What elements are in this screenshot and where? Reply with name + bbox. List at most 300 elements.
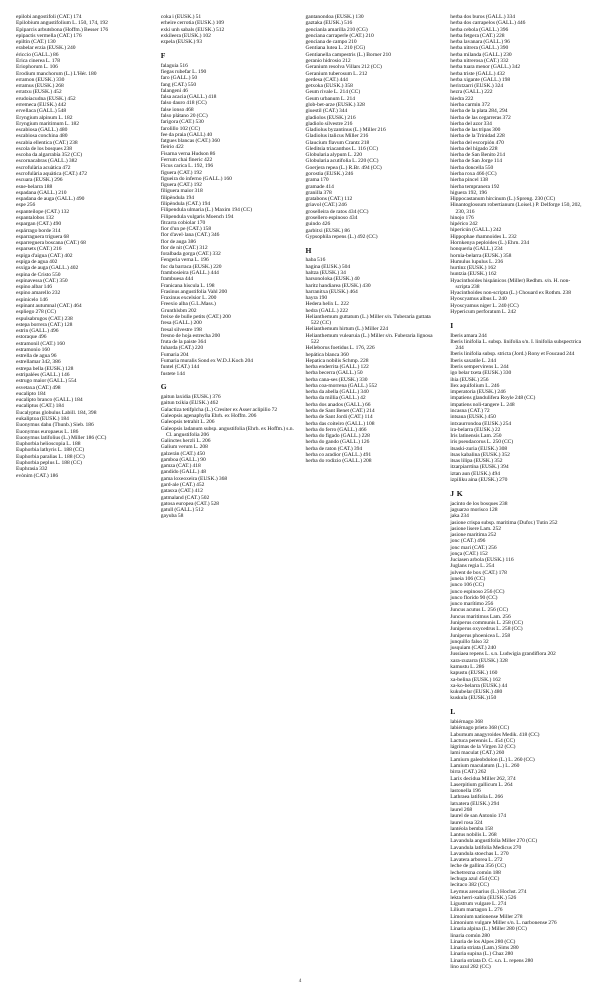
index-entry: ériccio (GALL.) 86 [16,51,59,58]
index-entry: herba do gando (GALL.) 126 [305,439,370,446]
index-entry: herba xigante (GALL.) 198 [450,76,511,83]
index-entry: hezra (GALL.) 222 [450,89,493,96]
index-entry: Ligustrum vulgare L. 274 [450,901,507,908]
index-entry: Gladiolus italicus Miller 216 [305,133,369,140]
index-entry: escornacabras (GALL.) 382 [16,158,78,165]
index-entry: herba dos anados (GALL.) 66 [305,401,371,408]
index-entry: Euonymus latifolius (L.) Miller 186 (CC) [16,434,107,441]
index-entry: Euphrasia 332 [16,466,48,473]
index-entry: funtel (CAT.) 144 [160,364,200,371]
index-entry: herba cebola (GALL.) 396 [450,26,509,33]
index-entry: honqueria (GALL.) 234 [450,246,503,253]
index-entry: gladiolo silvestre 216 [305,120,353,127]
index-entry: Laburnum anagyroides Medik. 418 (CC) [450,731,540,738]
index-entry: fresno de hoja estrecha 200 [160,332,221,339]
index-entry: hierba de las tripas 300 [450,127,501,134]
index-entry: estepa borrera (CAT.) 128 [16,321,73,328]
index-entry: escrofulària aquàtica (CAT.) 472 [16,171,88,178]
index-entry: Euphorbia peplus L. 188 (CC) [16,459,82,466]
index-entry: lastonella 196 [450,788,481,795]
index-entry: Epiparcis arbutsbona (Hoffm.) Besser 176 [16,26,109,33]
index-entry: gama loxeoxeira (EUSK.) 368 [160,475,228,482]
index-entry: Euphorbia paralias L. 188 (CC) [16,453,85,460]
index-entry: juneia 106 (CC) [450,576,486,583]
index-entry: erudoiacudna (EUSK.) 452 [16,95,76,102]
index-entry: Euonymus europaeus L. 186 [16,428,79,435]
index-entry: jonc mari (CAT.) 256 [450,544,497,551]
index-entry: Glaucium flavum Crantz 218 [305,139,370,146]
index-entry: hierba de San Jorge 114 [450,158,502,165]
index-entry: filiguera maior 318 [160,188,203,195]
index-entry: frambosieira (GALL.) 444 [160,270,219,277]
index-entry: fuharda (CAT.) 220 [160,345,204,352]
entry-block [161,63,295,377]
index-entry: falso plátano 20 (CC) [160,113,208,119]
index-entry: false ionso 468 [160,106,194,113]
index-entry: galzerán (CAT.) 450 [160,450,205,457]
index-entry: Hedera helix L. 222 [305,301,349,308]
index-column-4 [450,14,584,970]
index-entry: junco espinoso 256 (CC) [450,588,505,595]
index-entry: Linaria supina (L.) Chaz 280 [450,951,514,958]
index-entry: gaztaka (EUSK.) 516 [305,20,353,27]
index-entry: escuara (EUSK.) 296 [16,177,63,184]
index-entry: junco florido 90 (CC) [450,594,498,601]
index-entry: Juciasen arbola (EUSK.) 116 [450,557,514,564]
index-entry: estoraque 496 [16,334,47,341]
index-entry: Galinctes herzli L. 206 [160,438,211,445]
index-entry: espargan (CAT.) 490 [16,221,62,228]
index-entry: gatmaland (CAT.) 502 [160,494,210,501]
page-folio: 4 [298,978,302,984]
index-entry: Ferrum chai fineric 422 [160,156,213,163]
index-entry: Fengeria verna L. 196 [160,257,209,264]
index-entry: escabia ellentica (CAT.) 238 [16,139,78,146]
index-entry: hierba de la Trinidad 228 [450,133,505,140]
index-entry: estrepa bella (EUSK.) 128 [16,365,74,372]
index-entry: herba becerra (GALL.) 50 [305,370,363,377]
index-entry: gaitun laxidia (EUSK.) 376 [160,394,221,401]
index-entry: Lantus nobilis L. 268 [450,832,497,839]
index-entry: laurel 268 [450,806,473,813]
index-entry: Eriophorum L. 106 [16,64,58,71]
index-entry: herba cana-ses (EUSK.) 330 [305,376,368,383]
index-entry: exki unh sabals (EUSK.) 512 [160,26,225,33]
index-entry: Iberis amara 244 [450,332,487,339]
index-entry: Helleborus foetidus L. 176, 226 [305,345,375,352]
index-entry: Fraxinus excelsior L. 200 [160,295,217,302]
index-entry: estramonio 160 [16,346,50,353]
index-entry: granilla 378 [305,189,332,196]
index-entry: genciana de campo 210 [305,39,357,46]
index-entry: Juniperus oxycedrus L. 258 (CC) [450,626,523,633]
index-entry: hinojo 176 [450,214,474,221]
index-entry: Galactiza tetifplcha (L.) Cresiter ex Asser aclipilio 72 [160,406,278,413]
index-entry: haba 516 [305,257,326,264]
index-entry: hierba del hígado 228 [450,145,498,152]
letter-heading-l: L [450,707,456,717]
index-entry: lami maculat (CAT.) 260 [450,750,505,757]
index-entry: huntzia (EUSK.) 162 [450,271,497,278]
index-entry: geranio hidrosio 212 [305,57,351,64]
entry-block [16,14,150,479]
index-entry: hiedra 222 [450,95,474,102]
index-entry: eukaliptoa (EUSK.) 184 [16,416,69,422]
index-entry: iztan aun (EUSK.) 494 [450,470,501,477]
index-entry: garbitxi (EUSK.) 86 [305,227,350,234]
index-entry: herba triste (GALL.) 432 [450,70,505,77]
index-column-3 [306,14,440,962]
index-entry: herba lavanara (GALL.) 96 [450,39,510,46]
index-entry: espárrago borde 314 [16,227,61,234]
index-entry: junquillo falso 32 [450,638,489,645]
index-entry: flor de nit (CAT.) 312 [160,244,208,251]
index-entry: Globularia acutifolia L. 220 (CC) [305,158,379,165]
index-entry: eucalipto branco (GALL.) 184 [16,397,83,404]
letter-heading-f: F [160,50,166,60]
index-entry: espliego 278 (CC) [16,309,56,316]
index-entry: Freexio alba (G.L.Mass.) [160,301,216,308]
index-entry: fustete 144 [160,370,185,377]
index-entry: ervellaca (GALL.) 548 [16,108,67,115]
index-entry: junco marítimo 256 [450,601,494,608]
index-entry: erremeca (EUSK.) 442 [16,101,67,108]
index-entry: hierba del azor 334 [450,120,492,127]
index-entry: hierba del escorpión 470 [450,139,504,146]
index-entry: falaguia 516 [160,62,188,69]
index-entry: gard-ale (CAT.) 452 [160,482,205,488]
index-entry: filipèndula (CAT.) 194 [160,200,211,207]
index-entry: filipèndula 194 [160,194,194,201]
index-entry: falsa acacia (GALL.) 418 [160,94,217,101]
index-entry: Juncus maritimus Lam. 256 [450,613,511,620]
index-entry: Humulus lupulus L. 236 [450,258,504,265]
index-entry: genciana carraperle (CAT.) 210 [305,32,374,39]
entry-block [450,333,584,484]
index-entry: gantanondoa (EUSK.) 130 [305,14,364,20]
index-entry: espantalobos 132 [16,215,54,221]
index-entry: erheire cerrotia (EUSK.) 109 [160,20,224,27]
index-entry: herba nitrerosa (CAT.) 332 [450,57,509,64]
index-entry: foc da barraca (EUSK.) 220 [160,263,222,270]
index-entry: herba das coiteiro (GALL.) 108 [305,420,375,427]
index-entry: kuskula (EUSK.)150 [450,695,497,702]
index-entry: erramus (EUSK.) 268 [16,83,64,90]
index-entry: Jussiaea repens L. s.n. Ludwigia grandiflora 202 [450,651,556,658]
index-entry: hierba de la plata 284, 294 [450,108,508,115]
index-entry: Linaria alpina (L.) Miller 280 (CC) [450,926,527,933]
index-entry: fresal silvestre 198 [160,326,202,333]
index-entry: linaria común 280 [450,932,490,939]
index-entry: fruta de la paiste 364 [160,339,207,346]
index-entry: estrugo maior (GALL.) 554 [16,378,77,385]
index-entry: laurel de san Antonio 174 [450,813,506,820]
index-entry: harranitxa (EUSK.) 464 [305,288,358,295]
index-entry: herba de raton (CAT.) 394 [305,445,363,452]
index-entry: xa-ko-belarra (EUSK.) 44 [450,682,508,689]
index-entry: Hyoscyamus albus L. 240 [450,296,507,303]
index-entry: izpiliku aina (EUSK.) 270 [450,477,508,484]
index-entry: escabiosa (GALL.) 480 [16,127,68,134]
index-entry: Iberis sempervirens L. 244 [450,363,509,370]
index-entry: Helianthemum guttatum (L.) Miller s/n. Tuberaria guttata 522 (CC) [305,314,431,327]
index-entry: jacinto de los bosques 238 [450,500,508,507]
index-entry: Gypsophila repens (L.) 492 (CC) [305,233,378,240]
index-entry: gaitun txikia (EUSK.) 462 [160,400,219,407]
index-entry: kamustu L. 286 [450,663,485,670]
index-columns [16,14,584,970]
index-entry: figuera (CAT.) 192 [160,169,202,176]
index-entry: gratabons (CAT.) 112 [305,196,353,203]
index-entry: Frasinus angustifolia Vahl 200 [160,288,228,295]
index-entry: giuestil (CAT.) 344 [305,108,348,115]
index-entry: escrofulària acuàtica 472 [16,164,71,171]
index-entry: Hinantoglossum robertianum (Loisel.) P. Delforge 150, 202, 230, 316 [450,202,582,215]
index-entry: escabiosa conchina 480 [16,133,68,140]
index-entry: jonc (CAT.) 496 [450,538,486,545]
index-entry: griavol (CAT.) 246 [305,202,347,209]
index-entry: Goerjera repea (L.) R.Br. 494 (CC) [305,164,382,171]
index-entry: freixe de bulle petits (CAT.) 200 [160,314,231,320]
index-entry: lino azul 282 (CC) [450,963,491,970]
index-entry: Lactuca perennis L. 454 (CC) [450,737,515,744]
index-entry: guindo 426 [305,221,331,228]
index-entry: Hyacinthoides hispánicos (Miller) Redhm. s/n. H. non-scripta 238 [450,277,571,290]
index-entry: estrellamar 342, 386 [16,359,61,366]
index-entry: hierba doncella 550 [450,164,494,171]
index-entry: herba coa-morrena (GALL.) 552 [305,382,378,389]
index-entry: Epilobium angustifolium L. 150, 174, 192 [16,20,108,27]
index-entry: hayra 190 [305,295,328,302]
index-entry: Ilex aquifolium L. 246 [450,382,500,389]
index-entry: exkileera (EUSK.) 102 [160,32,211,39]
index-entry: higuera 192, 196 [450,189,487,196]
index-entry: epipactis vermella (CAT.) 176 [16,32,82,39]
index-entry: gatull (GALL.) 512 [160,507,204,514]
index-entry: xara-zuzarra (EUSK.) 328 [450,657,508,664]
index-entry: espino albar 146 [16,284,52,291]
index-entry: gerdesa (CAT.) 444 [305,76,348,83]
index-entry: kukubelar (EUSK.) 480 [450,689,503,696]
index-entry: herba tuara menor (GALL.) 342 [450,64,521,71]
index-entry: Grunthlsbm 202 [160,307,197,314]
index-entry: Erica cinerea L. 178 [16,57,60,64]
index-entry: Filipendula ulmaria (L.) Maxim 194 (CC) [160,207,253,214]
index-entry: farigora (CAT.) 530 [160,119,204,126]
index-entry: birra (CAT.) 262 [450,769,487,776]
index-entry: Franicana hiscula L. 198 [160,282,215,289]
index-entry: espinicelo 146 [16,296,48,303]
index-entry: fatgues blancas (CAT.) 360 [160,138,220,145]
index-entry: Hyoscyamus niger L. 240 (CC) [450,302,519,309]
index-entry: Limonium nationense Miller 278 [450,913,523,920]
letter-heading-jk: J K [450,488,464,498]
index-entry: xa-belina (EUSK.) 162 [450,676,501,683]
index-entry: esparraguera triguera 68 [16,233,70,240]
index-entry: Hepatica nobilis Schmp. 228 [305,357,369,364]
index-entry: herba da millia (GALL.) 42 [305,395,366,402]
index-entry: fieirio 422 [160,144,184,151]
index-entry: espadana (GALL.) 210 [16,189,67,196]
index-entry: hierba de las cegarreras 372 [450,114,511,121]
index-entry: Hippocastanum hircinum (L.) Spreng. 230 (CC) [450,196,556,203]
index-entry: Euphorbia helioscopia L. 188 [16,441,81,448]
index-entry: esparsets (CAT.) 216 [16,246,62,253]
index-entry: harsonoloka (EUSK.) 40 [305,276,360,283]
index-entry: erramon (EUSK.) 330 [16,76,65,83]
index-entry: Gladiolus byzantinus (L.) Miller 216 [305,127,386,134]
index-entry: Juniperus communis L. 258 (CC) [450,620,523,626]
index-entry: lechetrezna común 188 [450,869,501,876]
index-entry: jasione lisere Lam. 252 [450,525,501,532]
index-entry: espadana de auga (GALL.) 490 [16,196,85,203]
index-entry: incasna (CAT.) 72 [450,407,490,414]
index-entry: jasione crispa subsp. maritima (Dufor.) Tutin 252 [450,519,558,526]
index-entry: Filipendula vulgaris Moench 194 [160,213,234,220]
index-entry: ira-belarra (EUSK.) 22 [450,426,501,433]
index-entry: estrin (GALL.) 496 [16,328,59,335]
index-entry: herba dos carrapelos (GALL.) 446 [450,20,526,27]
index-entry: Galeopsis agenaphylla Ehrh. ex Hoffm. 206 [160,413,257,419]
index-entry: flor d'avel·lana (CAT.) 346 [160,232,220,239]
letter-heading-g: G [160,382,168,392]
index-entry: espinant autumnal (CAT.) 464 [16,302,82,309]
index-entry: espe 256 [16,202,36,209]
index-entry: Juncus acutus L. 256 (CC) [450,607,508,614]
index-entry: leche de gallina 356 (CC) [450,863,506,870]
index-column-2 [161,14,295,962]
index-entry: getxoka (EUSK.) 358 [305,83,353,90]
index-entry: falso dauro 418 (CC) [160,100,207,107]
entry-block [306,257,440,464]
index-entry: intsaua (EUSK.) 450 [450,414,496,421]
index-entry: jaguarzo morisco 128 [450,506,498,513]
index-entry: hipérico 242 [450,221,478,228]
index-entry: Juniperus phoenicea L. 258 [450,632,511,639]
index-entry: lágrimas de la Virgen 32 (CC) [450,744,516,751]
index-entry: espiga de agua 402 [16,258,58,265]
index-entry: ezpela (EUSK.) 93 [160,39,203,46]
index-entry: Leymus arenarius (L.) Hochst. 274 [450,888,527,895]
index-entry: jonça (CAT.) 152 [450,550,488,557]
index-entry: gencianla amarilla 210 (CG) [305,26,368,33]
index-entry: Lavandula latifolia Medicus 270 [450,844,522,851]
index-entry: Linaria striata D. C. s.n. L. repens 280 [450,957,534,964]
index-entry: Erodium manchorum (L.) L'Hér. 180 [16,70,97,77]
index-entry: Fisarna verna Hudson 86 [160,150,216,157]
index-entry: jasione maritima 252 [450,532,497,539]
index-entry: flor de auga 386 [160,238,197,245]
index-entry: espina de Cristo 550 [16,271,61,278]
index-entry: evònim (CAT.) 186 [16,472,59,479]
index-entry: Geum rivale L. 214 (CC) [305,89,361,96]
index-entry: intxaurrondoa (EUSK.) 254 [450,420,512,427]
index-entry: haltza (EUSK.) 34 [305,270,346,277]
index-entry: Ficus carica L. 192, 196 [160,163,214,170]
index-entry: eucalipto 184 [16,390,46,397]
index-entry: Hornkenya peploides (L.) Ehrn. 234 [450,240,530,247]
entry-block [161,14,295,45]
index-entry: gorostia (EUSK.) 246 [305,171,354,178]
index-entry: gladiolos (EUSK.) 216 [305,114,356,121]
index-entry: esxiga de auga (GALL.) 402 [16,265,79,272]
index-entry: Linaria striata (Lam.) Sims 280 [450,945,519,952]
index-entry: lechuga azul 454 (CC) [450,876,500,883]
index-entry: Geum urbanum L. 214 [305,95,356,102]
index-entry: espiga d'aigua (CAT.) 402 [16,252,73,259]
index-entry: epilobi angostifoli (CAT.) 174 [16,14,82,20]
index-entry: Iberis linifolia L. subsp. linifolia s/n. I. linifolia subspectrica 244 [450,338,582,352]
index-entry: Globularia alypum L. 220 [305,152,363,159]
index-entry: herba de Sant Jordi (CAT.) 114 [305,414,373,421]
index-entry: igo belar txeta (EUSK.) 330 [450,370,512,377]
index-entry: Galium verum L. 208 [160,444,208,451]
index-entry: foralbada gorga (CAT.) 332 [160,251,221,258]
index-entry: junco 106 (CC) [450,582,485,589]
index-entry: labiérnago prieto 368 (CC) [450,725,510,732]
index-entry: herba do rodizio (GALL.) 208 [305,458,372,465]
index-entry: gatasxa (CAT.) 412 [160,488,203,495]
index-entry: Iberis linifolia subsp. stricta (Jord.) Rony et Foucaud 244 [450,351,575,358]
index-entry: julvent de box (CAT.) 178 [450,569,507,576]
index-entry: fresa (GALL.) 200 [160,320,202,327]
index-entry: impatiens glandulifera Royle 248 (CC) [450,395,536,402]
index-entry: glob-bet-arze (EUSK.) 328 [305,101,365,108]
index-entry: gandido (GALL.) 48 [160,469,207,476]
index-entry: Lamiurn galeobdolon (L.) L. 260 (CC) [450,756,535,763]
index-entry: grama 170 [305,177,329,184]
letter-heading-i: I [450,320,454,330]
index-entry: Eryngium alpinum L. 182 [16,114,73,121]
index-entry: erratxu (EUSK.) 452 [16,89,62,96]
entry-block [450,14,584,315]
entry-block [161,394,295,519]
entry-block [450,719,584,970]
index-entry: hierba de San Benito 214 [450,152,506,159]
index-entry: fang (CAT.) 550 [160,81,197,88]
index-entry: escola de los bosques 238 [16,145,73,152]
index-entry: Hyacinthoides non-scripta (L.) Chouard ex Rothm. 238 [450,290,571,297]
index-entry: jaka 234 [450,513,469,520]
index-entry: Lavandula angustifolia Miller 270 (CC) [450,838,538,845]
index-entry: hierba tempranera 192 [450,183,500,190]
index-entry: herba da abella (GALL.) 340 [305,389,369,396]
index-entry: herba do ferro (GALL.) 466 [305,426,367,433]
index-entry: Gleditsia triacanthos L. 116 (CC) [305,145,378,152]
index-entry: herba fetgera (CAT.) 228 [450,32,505,39]
index-entry: Helianthemum hirtum (L.) Miller 224 [305,326,388,333]
index-entry: Hippophae rhamnoides L. 232 [450,233,517,240]
index-entry: jusquiam (CAT.) 240 [450,645,497,652]
index-entry: espulsabrugos (CAT.) 238 [16,315,73,322]
index-entry: kapustu (EUSK.) 160 [450,670,498,677]
index-entry: Limonium vulgare Miller s/n. L. narbonense 276 [450,920,557,926]
index-entry: Euonymus dahu (Thunb.) Sieb. 186 [16,422,94,429]
index-entry: gamza (CAT.) 418 [160,463,201,470]
index-column-1 [16,14,150,962]
index-entry: Lamium maculatum (L.) L. 260 [450,762,520,769]
index-entry: Laserpitium gallicum L. 264 [450,781,513,788]
index-entry: epiltin (CAT.) 130 [16,39,56,46]
index-entry: gatosa europea (CAT.) 528 [160,500,220,507]
index-entry: Lavandula stoechas L. 270 [450,850,509,857]
entry-block [306,14,440,240]
index-entry: Gentianella campestris (L.) Borner 210 [305,51,391,58]
index-entry: estrella de agua 96 [16,353,57,360]
index-entry: fiegas rubefar L. 190 [160,69,207,76]
index-entry: farolillo 102 (CC) [160,125,201,132]
index-entry: groselleira de ratos 434 (CC) [305,208,369,215]
